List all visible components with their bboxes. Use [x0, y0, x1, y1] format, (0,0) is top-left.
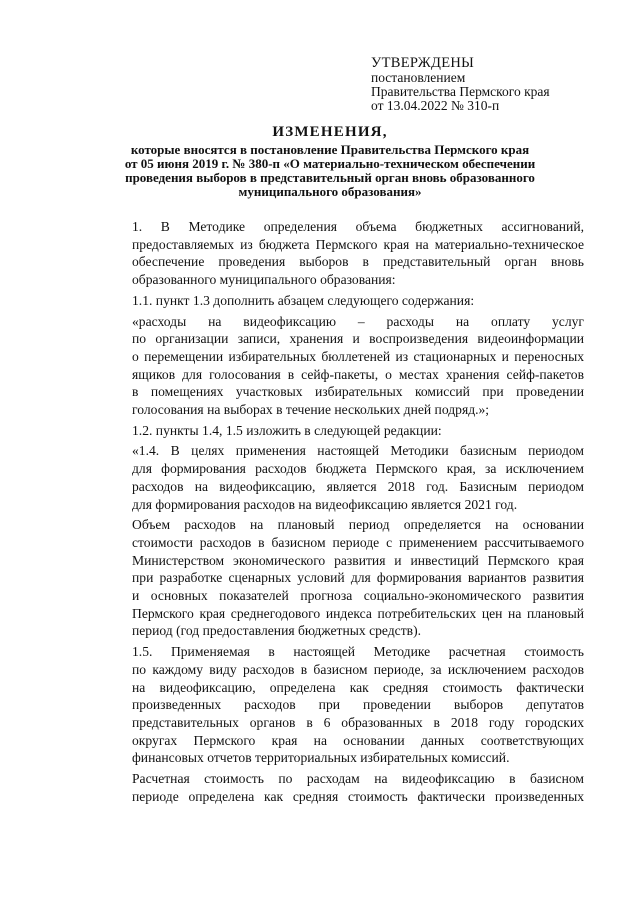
text-line: при разработке сценарных условий для формирования вариантов развития [132, 570, 584, 586]
text-line: стоимости расходов в базисном периоде с применением рассчитываемого [132, 534, 584, 550]
text-line: произведенных расходов при проведении выборов депутатов [132, 697, 584, 713]
paragraph [91, 218, 584, 289]
heading-subtitle-line: муниципального образования» [238, 184, 422, 199]
text-line: образованного муниципального образования: [132, 272, 396, 288]
document-body [91, 218, 584, 806]
text-line: предоставляемых из бюджета Пермского края на материально-техническое [132, 236, 584, 252]
heading-subtitle-line: от 05 июня 2019 г. № 380-п «О материально-техническом обеспечении [124, 156, 536, 171]
paragraph [91, 770, 584, 805]
approval-title: УТВЕРЖДЕНЫ [371, 55, 475, 71]
text-line: на видеофиксацию, определена как средняя стоимость фактически [132, 679, 584, 695]
text-line: Министерством экономического развития и инвестиций Пермского края [132, 552, 584, 568]
text-line: Пермского края среднегодового индекса потребительских цен на плановый [132, 605, 584, 621]
approval-line: от 13.04.2022 № 310-п [371, 98, 500, 113]
text-line: по организации записи, хранения и воспроизведения видеоинформации [132, 331, 584, 347]
paragraph [91, 442, 584, 513]
text-line: в помещениях участковых избирательных комиссий при проведении [132, 384, 584, 400]
document-heading [90, 123, 570, 199]
text-line: Объем расходов на плановый период определяется на основании [132, 517, 584, 533]
text-line: голосования на выборах в течение нескольких дней подряд.»; [132, 402, 490, 418]
heading-subtitle-line: проведения выборов в представительный орган вновь образованного [125, 170, 535, 185]
text-line: для формирования расходов бюджета Пермского края, за исключением [132, 461, 584, 477]
paragraph [91, 516, 584, 640]
text-line: финансовых отчетов территориальных избирательных комиссий. [132, 750, 510, 766]
text-line: ящиков для голосования в сейф-пакеты, о местах хранения сейф-пакетов [132, 366, 584, 382]
text-line: 1. В Методике определения объема бюджетных ассигнований, [132, 219, 584, 234]
text-line: периоде определена как средняя стоимость фактически произведенных [132, 788, 584, 804]
text-line: по каждому виду расходов в базисном периоде, за исключением расходов [132, 661, 584, 677]
text-line: расходов на видеофиксацию, является 2018 год. Базисным периодом [132, 478, 584, 494]
approval-line: Правительства Пермского края [371, 84, 550, 99]
text-line: обеспечение проведения выборов в представительный орган вновь [132, 254, 584, 270]
text-line: округах Пермского края на основании данных соответствующих [132, 732, 584, 748]
text-line: и основных показателей прогноза социально-экономического развития [132, 588, 584, 604]
text-line: 1.5. Применяемая в настоящей Методике расчетная стоимость [132, 644, 584, 660]
text-line: 1.2. пункты 1.4, 1.5 изложить в следующей редакции: [132, 422, 442, 438]
text-line: 1.1. пункт 1.3 дополнить абзацем следующего содержания: [132, 292, 475, 308]
heading-subtitle-line: которые вносятся в постановление Правительства Пермского края [130, 142, 530, 157]
text-line: «1.4. В целях применения настоящей Методики базисным периодом [132, 443, 584, 459]
approval-block [371, 55, 550, 113]
text-line: Расчетная стоимость по расходам на видеофиксацию в базисном [132, 771, 584, 787]
text-line: о перемещении избирательных бюллетеней из стационарных и переносных [132, 348, 584, 364]
paragraph [91, 422, 584, 440]
text-line: период (год предоставления бюджетных средств). [132, 623, 421, 639]
paragraph [91, 292, 584, 310]
paragraph [91, 313, 584, 419]
text-line: «расходы на видеофиксацию – расходы на оплату услуг [132, 313, 584, 329]
text-line: представительных органов в 6 образованных в 2018 году городских [132, 714, 584, 730]
paragraph [91, 643, 584, 767]
approval-line: постановлением [371, 70, 466, 85]
text-line: для формирования расходов на видеофиксацию является 2021 год. [132, 496, 518, 512]
heading-title: ИЗМЕНЕНИЯ, [272, 124, 388, 140]
